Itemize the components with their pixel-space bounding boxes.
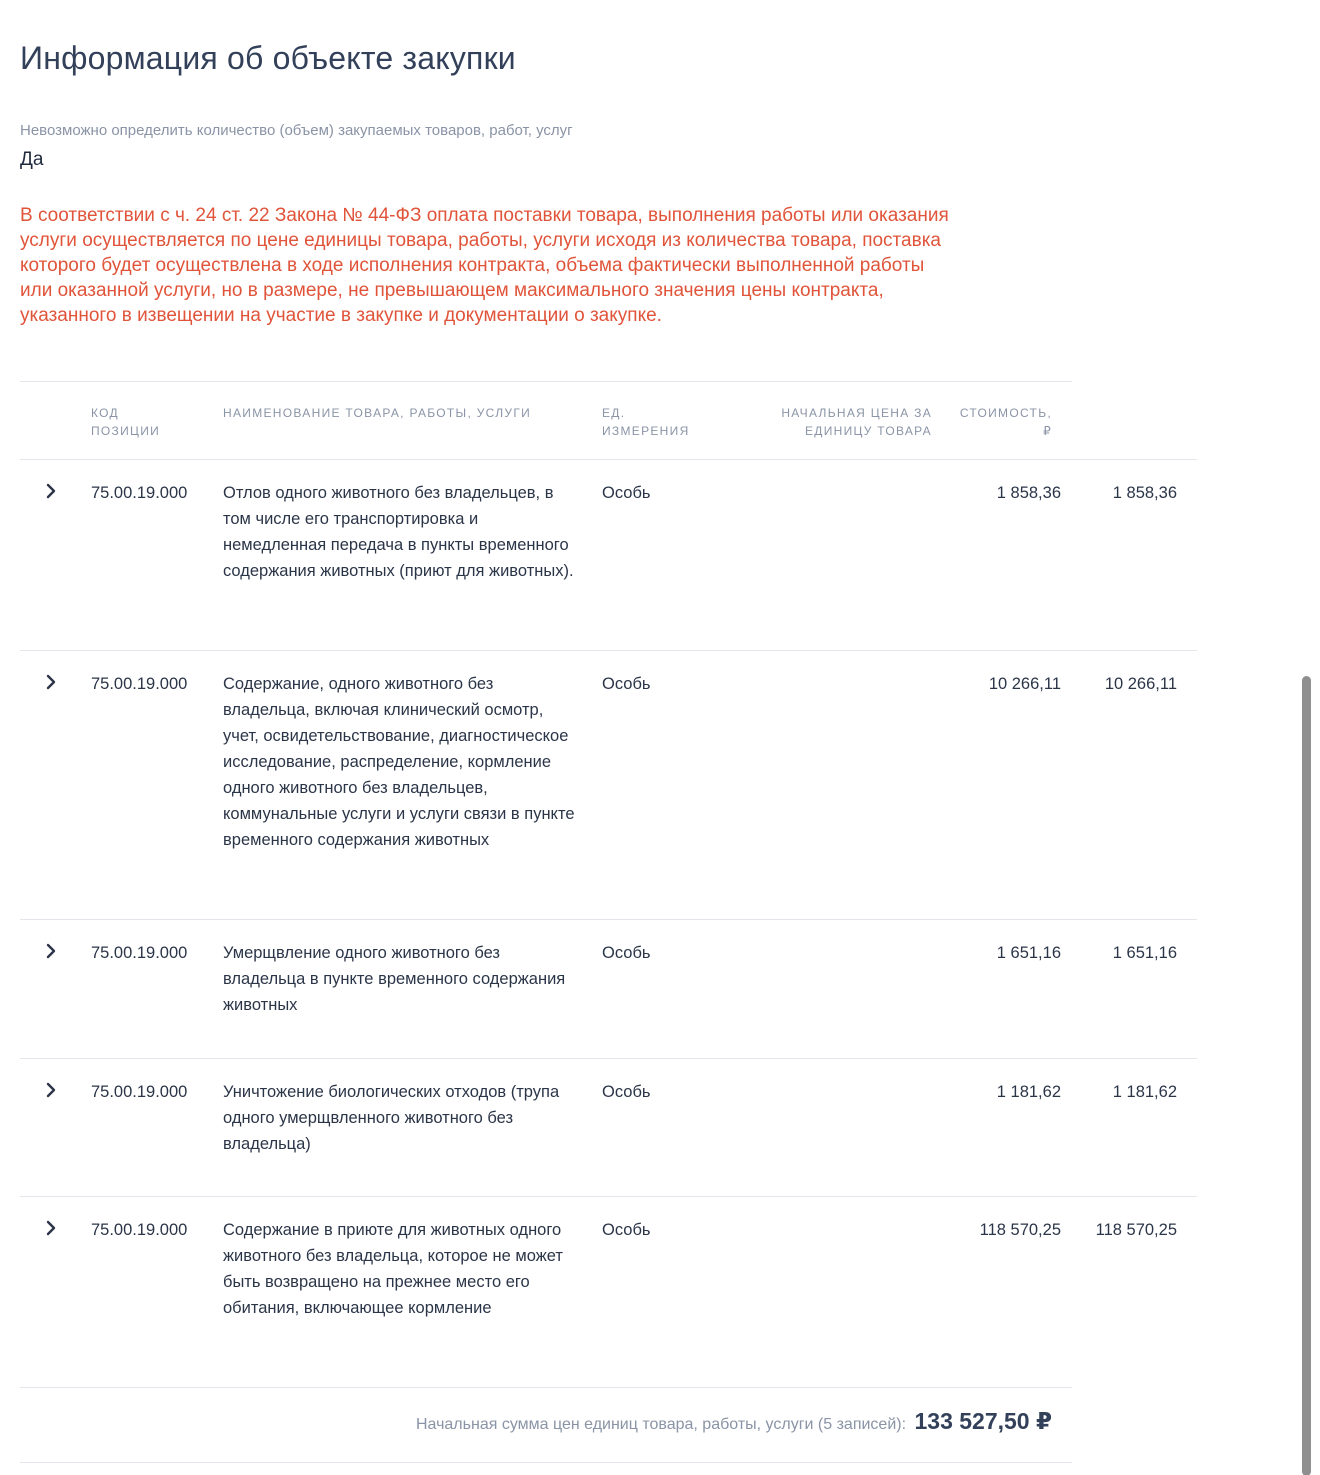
row-unit: Особь [602,1083,651,1101]
header-code: КОД ПОЗИЦИИ [91,406,161,438]
quantity-field-value: Да [20,149,44,170]
row-price: 118 570,25 [979,1221,1061,1239]
header-name: НАИМЕНОВАНИЕ ТОВАРА, РАБОТЫ, УСЛУГИ [223,406,532,420]
total-label: Начальная сумма цен единиц товара, работы, услуги (5 записей): [415,1416,907,1433]
table-row[interactable] [20,480,1197,650]
row-price: 1 651,16 [996,944,1061,962]
table-top-divider [20,381,1072,382]
row-code: 75.00.19.000 [91,1083,188,1101]
payment-notice: В соответствии с ч. 24 ст. 22 Закона № 44-ФЗ оплата поставки товара, выполнения работы или оказания услуги осуществляется по цене единицы товара, работы, услуги исходя из количества товара, поставка которого будет осуществлена в ходе исполнения контракта, объема фактически выполненной работы или оказанной услуги, но в размере, не превышающем максимального значения цены контракта, указанного в извещении на участие в закупке и документации о закупке. [20,205,949,326]
row-cost: 1 858,36 [1112,484,1177,502]
row-unit: Особь [602,1221,651,1239]
row-price: 1 181,62 [996,1083,1061,1101]
header-cost: СТОИМОСТЬ, ₽ [959,406,1052,438]
total-value: 133 527,50 ₽ [914,1408,1052,1434]
chevron-right-icon[interactable] [42,1219,60,1237]
page-title: Информация об объекте закупки [20,40,516,76]
row-code: 75.00.19.000 [91,1221,188,1239]
chevron-right-icon[interactable] [42,482,60,500]
row-price: 1 858,36 [996,484,1061,502]
row-name: Отлов одного животного без владельцев, в том числе его транспортировка и немедленная передача в пункты временного содержания животных (приют для животных). [223,484,574,580]
table-row[interactable] [20,1079,1197,1197]
total-summary [416,1408,1052,1435]
chevron-right-icon[interactable] [42,1081,60,1099]
row-divider [20,1058,1197,1059]
row-code: 75.00.19.000 [91,484,188,502]
row-cost: 118 570,25 [1095,1221,1177,1239]
row-name: Содержание в приюте для животных одного животного без владельца, которое не может быть возвращено на прежнее место его обитания, включающее кормление [223,1221,563,1317]
table-row[interactable] [20,671,1197,919]
row-name: Умерщвление одного животного без владельца в пункте временного содержания животных [223,944,566,1014]
row-cost: 10 266,11 [1104,675,1177,693]
row-unit: Особь [602,944,651,962]
row-name: Содержание, одного животного без владельца, включая клинический осмотр, учет, освидетельствование, диагностическое исследование, распределение, кормление одного животного без владельцев, коммунальные услуги и услуги связи в пункте временного содержания животных [223,675,575,849]
row-divider [20,1196,1197,1197]
row-code: 75.00.19.000 [91,675,188,693]
table-row[interactable] [20,1217,1197,1387]
header-price: НАЧАЛЬНАЯ ЦЕНА ЗА ЕДИНИЦУ ТОВАРА [781,406,932,438]
quantity-field-label: Невозможно определить количество (объем) закупаемых товаров, работ, услуг [20,122,573,139]
footer-divider [20,1462,1072,1463]
table-row[interactable] [20,940,1197,1058]
row-cost: 1 181,62 [1112,1083,1177,1101]
chevron-right-icon[interactable] [42,673,60,691]
row-code: 75.00.19.000 [91,944,188,962]
row-unit: Особь [602,675,651,693]
row-price: 10 266,11 [988,675,1061,693]
vertical-scrollbar[interactable] [1302,676,1311,1475]
header-bottom-divider [20,459,1197,460]
header-unit: ЕД. ИЗМЕРЕНИЯ [602,406,690,438]
row-divider [20,650,1197,651]
row-cost: 1 651,16 [1112,944,1177,962]
row-divider [20,919,1197,920]
row-name: Уничтожение биологических отходов (трупа одного умерщвленного животного без владельца) [223,1083,560,1153]
table-bottom-divider [20,1387,1072,1388]
row-unit: Особь [602,484,651,502]
chevron-right-icon[interactable] [42,942,60,960]
